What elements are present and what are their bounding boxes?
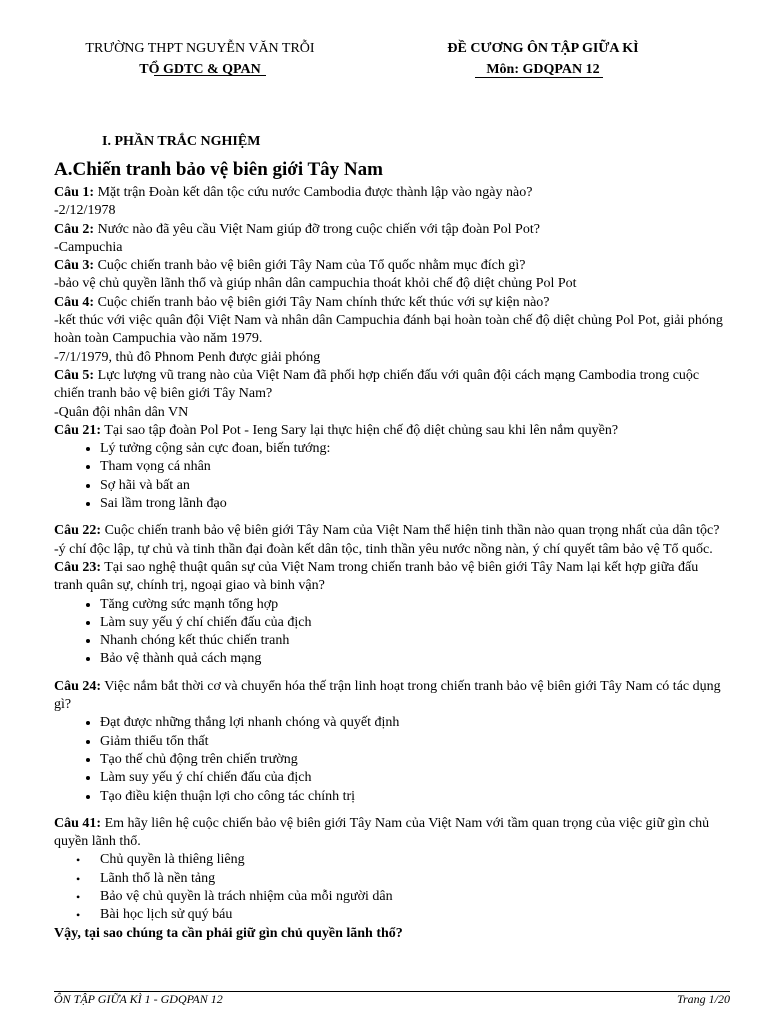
bullet-item: • Nhanh chóng kết thúc chiến tranh [100,632,730,650]
answer-text: -Quân đội nhân dân VN [54,404,189,420]
question-text: Nước nào đã yêu cầu Việt Nam giúp đỡ trong cuộc chiến với tập đoàn Pol Pot? [94,221,540,237]
question-label: Câu 21: [54,422,102,438]
document-title: ĐỀ CƯƠNG ÔN TẬP GIỮA KÌ [447,41,639,56]
document-page [54,0,730,1024]
question-label: Câu 23: [54,559,102,575]
bullet-item: • Bảo vệ chủ quyền là trách nhiệm của mỗi người dân [100,888,730,906]
school-header [54,38,346,80]
bullet-item: • Lãnh thổ là nền tảng [100,870,730,888]
department-name: TỔ GDTC & QPAN [139,62,261,77]
answer-text: -Campuchia [54,239,123,255]
question-text: Tại sao nghệ thuật quân sự của Việt Nam trong chiến tranh bảo vệ biên giới Tây Nam lại kết hợp giữa đấu tranh quân sự, chính trị, ngoại giao và binh vận? [54,559,699,594]
bullet-item: • Tăng cường sức mạnh tổng hợp [100,596,730,614]
question-text: Em hãy liên hệ cuộc chiến bảo vệ biên giới Tây Nam của Việt Nam với tầm quan trọng của việc giữ gìn chủ quyền lãnh thổ. [54,815,710,850]
question-item [54,294,730,312]
bullet-item: • Chủ quyền là thiêng liêng [100,851,730,869]
subject-name: Môn: GDQPAN 12 [486,62,600,77]
question-text: Cuộc chiến tranh bảo vệ biên giới Tây Nam của Việt Nam thể hiện tinh thần nào quan trọng nhất của dân tộc? [101,523,720,539]
question-label: Câu 24: [54,678,102,694]
bullet-item: • Tạo thế chủ động trên chiến trường [100,751,730,769]
question-item [54,257,730,275]
question-label: Câu 3: [54,258,95,274]
bullet-item: • Bài học lịch sử quý báu [100,906,730,924]
bullet-item: • Lý tưởng cộng sản cực đoan, biến tướng: [100,440,730,458]
header-underline-right [475,77,603,78]
question-item [54,184,730,202]
question-24 [54,678,730,715]
question-label: Câu 22: [54,523,102,539]
question-41 [54,815,730,852]
bullet-item: • Sai lầm trong lãnh đạo [100,495,730,513]
question-list [54,184,730,422]
answer-text: -7/1/1979, thủ đô Phnom Penh được giải phóng [54,349,321,365]
bullet-item: • Tạo điều kiện thuận lợi cho công tác chính trị [100,788,730,806]
page-number: Trang 1/20 [676,992,730,1006]
section-title: A.Chiến tranh bảo vệ biên giới Tây Nam [54,159,383,180]
answer-bullets-21 [54,440,730,513]
question-text: Tại sao tập đoàn Pol Pot - Ieng Sary lại thực hiện chế độ diệt chủng sau khi lên nắm quyền? [101,422,619,438]
question-text: Cuộc chiến tranh bảo vệ biên giới Tây Nam của Tổ quốc nhằm mục đích gì? [94,258,526,274]
question-item [54,367,730,404]
footer-title: ÔN TẬP GIỮA KÌ 1 - GDQPAN 12 [54,992,223,1006]
header-underline-left [154,75,266,76]
document-body [54,158,730,943]
answer-text: -2/12/1978 [54,203,116,219]
question-label: Câu 41: [54,815,102,831]
question-item [54,221,730,239]
answer-22: -ý chí độc lập, tự chủ và tinh thần đại đoàn kết dân tộc, tinh thần yêu nước nồng nàn, ý chí quyết tâm bảo vệ Tổ quốc. [54,541,713,557]
bullet-item: • Đạt được những thắng lợi nhanh chóng và quyết định [100,714,730,732]
part-title: I. PHẦN TRẮC NGHIỆM [102,134,261,149]
question-text: Cuộc chiến tranh bảo vệ biên giới Tây Nam chính thức kết thúc với sự kiện nào? [94,294,550,310]
answer-bullets-41 [54,851,730,924]
answer-text: -kết thúc với việc quân đội Việt Nam và nhân dân Campuchia đánh bại hoàn toàn chế độ diệt chủng Pol Pot, giải phóng hoàn toàn Campuchia vào năm 1979. [54,313,723,347]
question-text: Việc nắm bắt thời cơ và chuyển hóa thế trận linh hoạt trong chiến tranh bảo vệ biên giới Tây Nam có tác dụng gì? [54,678,721,713]
question-23 [54,559,730,596]
question-21 [54,422,730,440]
question-label: Câu 2: [54,221,95,237]
question-label: Câu 4: [54,294,95,310]
question-text: Lực lượng vũ trang nào của Việt Nam đã phối hợp chiến đấu với quân đội cách mạng Cambodia trong cuộc chiến tranh bảo vệ biên giới Tây Nam? [54,367,700,402]
bullet-item: • Làm suy yếu ý chí chiến đấu của địch [100,614,730,632]
document-header [410,38,676,80]
school-name: TRƯỜNG THPT NGUYỄN VĂN TRỖI [85,41,315,56]
question-label: Câu 5: [54,367,95,383]
question-label: Câu 1: [54,185,95,200]
bullet-item: • Bảo vệ thành quả cách mạng [100,650,730,668]
bullet-item: • Giảm thiểu tổn thất [100,733,730,751]
question-22 [54,522,730,540]
bullet-item: • Tham vọng cá nhân [100,458,730,476]
answer-text: -bảo vệ chủ quyền lãnh thổ và giúp nhân dân campuchia thoát khỏi chế độ diệt chủng Pol Pot [54,276,577,292]
bullet-item: • Làm suy yếu ý chí chiến đấu của địch [100,769,730,787]
final-question: Vậy, tại sao chúng ta cần phải giữ gìn chủ quyền lãnh thổ? [54,925,403,941]
answer-bullets-24 [54,714,730,805]
bullet-item: • Sợ hãi và bất an [100,477,730,495]
answer-bullets-23 [54,596,730,669]
question-text: Mặt trận Đoàn kết dân tộc cứu nước Cambodia được thành lập vào ngày nào? [94,185,533,200]
